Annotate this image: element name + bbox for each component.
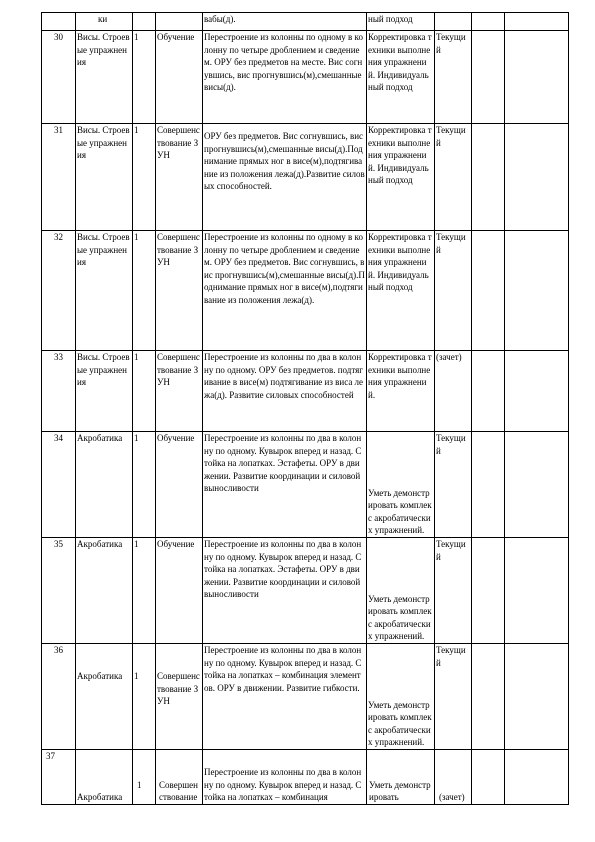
lesson-content: Перестроение из колонны по одному в колонну по четыре дроблением и сведением. ОРУ без предметов. Вис согнувшись, вис прогнувшись(м),смешанные висы(д).Поднимание прямых ног в висе(м),подтягивание из положения лежа(д). bbox=[203, 231, 367, 351]
table-row bbox=[42, 432, 569, 538]
lesson-number: 33 bbox=[42, 351, 76, 432]
empty-cell bbox=[505, 432, 569, 538]
empty-cell bbox=[472, 538, 505, 644]
lesson-topic bbox=[76, 644, 133, 750]
lesson-control-text: (зачет) bbox=[439, 792, 465, 803]
lesson-content: Перестроение из колонны по два в колонну по одному. Кувырок вперед и назад. Стойка на лопатках – комбинация элементов. ОРУ в движении. Развитие гибкости. bbox=[203, 644, 367, 750]
lesson-hours: 1 bbox=[133, 432, 156, 538]
lesson-requirements bbox=[367, 432, 435, 538]
empty-cell bbox=[505, 351, 569, 432]
empty-cell bbox=[472, 644, 505, 750]
lesson-plan-table bbox=[41, 12, 569, 805]
lesson-control: Текущий bbox=[435, 644, 472, 750]
empty-cell bbox=[505, 13, 569, 31]
lesson-type: Совершенствование ЗУН bbox=[156, 231, 203, 351]
lesson-number: 35 bbox=[42, 538, 76, 644]
empty-cell bbox=[505, 31, 569, 124]
lesson-content: Перестроение из колонны по два в колонну по одному. Кувырок вперед и назад. Стойка на лопатках. Эстафеты. ОРУ в движении. Развитие координации и силовой выносливости bbox=[203, 432, 367, 538]
lesson-topic: Акробатика bbox=[76, 432, 133, 538]
lesson-topic-text: Акробатика bbox=[77, 671, 123, 681]
empty-cell bbox=[472, 13, 505, 31]
lesson-type-text: Совершенствование ЗУН bbox=[157, 671, 200, 707]
empty-cell bbox=[505, 124, 569, 231]
table-row bbox=[42, 644, 569, 750]
lesson-content: Перестроение из колонны по два в колонну по одному. ОРУ без предметов. подтягивание в висе(м) подтягивание из виса лежа(д). Развитие силовых способностей bbox=[203, 351, 367, 432]
lesson-control: Текущий bbox=[435, 538, 472, 644]
empty-cell bbox=[505, 750, 569, 805]
lesson-requirements-text: Уметь демонстрировать комплекс акробатических упражнений. bbox=[368, 699, 432, 748]
lesson-type: Совершенствование ЗУН bbox=[156, 124, 203, 231]
lesson-type-text: Совершенствование bbox=[159, 779, 198, 803]
lesson-requirements bbox=[367, 750, 435, 805]
table-row bbox=[42, 13, 569, 31]
lesson-type: Обучение bbox=[156, 432, 203, 538]
lesson-hours bbox=[133, 750, 156, 805]
lesson-requirements: Корректировка техники выполнения упражнений. bbox=[367, 351, 435, 432]
lesson-number: 32 bbox=[42, 231, 76, 351]
lesson-topic: Акробатика bbox=[76, 538, 133, 644]
table-row bbox=[42, 124, 569, 231]
lesson-requirements: Корректировка техники выполнения упражнений. Индивидуальный подход bbox=[367, 124, 435, 231]
lesson-requirements: Корректировка техники выполнения упражнений. Индивидуальный подход bbox=[367, 31, 435, 124]
lesson-control bbox=[435, 750, 472, 805]
lesson-requirements-text: Уметь демонстрировать комплекс акробатических упражнений. bbox=[368, 593, 432, 642]
lesson-content: вабы(д). bbox=[203, 13, 367, 31]
lesson-topic: Висы. Строевые упражнения bbox=[76, 31, 133, 124]
empty-cell bbox=[472, 750, 505, 805]
empty-cell bbox=[472, 351, 505, 432]
lesson-content: Перестроение из колонны по два в колонну по одному. Кувырок вперед и назад. Стойка на лопатках. Эстафеты. ОРУ в движении. Развитие координации и силовой выносливости bbox=[203, 538, 367, 644]
table-row bbox=[42, 750, 569, 805]
lesson-topic: ки bbox=[76, 13, 133, 31]
table-row bbox=[42, 31, 569, 124]
lesson-topic: Висы. Строевые упражнения bbox=[76, 124, 133, 231]
lesson-requirements: Корректировка техники выполнения упражнений. Индивидуальный подход bbox=[367, 231, 435, 351]
lesson-number: 31 bbox=[42, 124, 76, 231]
lesson-control bbox=[435, 13, 472, 31]
lesson-number: 34 bbox=[42, 432, 76, 538]
lesson-control: Текущий bbox=[435, 31, 472, 124]
lesson-control: Текущий bbox=[435, 124, 472, 231]
lesson-hours: 1 bbox=[133, 31, 156, 124]
lesson-content: Перестроение из колонны по одному в колонну по четыре дроблением и сведением. ОРУ без предметов на месте. Вис согнувшись, вис прогнувшись(м),смешанные висы(д). bbox=[203, 31, 367, 124]
lesson-requirements bbox=[367, 538, 435, 644]
table-row bbox=[42, 231, 569, 351]
empty-cell bbox=[472, 432, 505, 538]
empty-cell bbox=[505, 538, 569, 644]
lesson-hours-text: 1 bbox=[137, 780, 142, 791]
lesson-requirements-text: Уметь демонстрировать bbox=[369, 779, 431, 803]
lesson-content: Перестроение из колонны по два в колонну по одному. Кувырок вперед и назад. Стойка на лопатках – комбинация bbox=[203, 750, 367, 805]
lesson-content-text: ОРУ без предметов. Вис согнувшись, вис прогнувшись(м),смешанные висы(д).Поднимание прямых ног в висе(м),подтягивание из положения лежа(д).Развитие силовых способностей. bbox=[204, 131, 365, 192]
lesson-type: Совершенствование ЗУН bbox=[156, 351, 203, 432]
lesson-control: (зачет) bbox=[435, 351, 472, 432]
empty-cell bbox=[472, 124, 505, 231]
lesson-hours bbox=[133, 13, 156, 31]
lesson-requirements bbox=[367, 644, 435, 750]
lesson-control: Текущий bbox=[435, 231, 472, 351]
lesson-topic: Висы. Строевые упражнения bbox=[76, 231, 133, 351]
lesson-number bbox=[42, 13, 76, 31]
lesson-type bbox=[156, 750, 203, 805]
lesson-topic: Висы. Строевые упражнения bbox=[76, 351, 133, 432]
empty-cell bbox=[472, 231, 505, 351]
lesson-control: Текущий bbox=[435, 432, 472, 538]
lesson-hours-text: 1 bbox=[134, 671, 139, 681]
lesson-type: Обучение bbox=[156, 538, 203, 644]
lesson-number: 37 bbox=[42, 750, 76, 805]
lesson-hours: 1 bbox=[133, 124, 156, 231]
empty-cell bbox=[505, 231, 569, 351]
lesson-number: 36 bbox=[42, 644, 76, 750]
empty-cell bbox=[505, 644, 569, 750]
lesson-requirements: ный подход bbox=[367, 13, 435, 31]
lesson-hours: 1 bbox=[133, 351, 156, 432]
lesson-content bbox=[203, 124, 367, 231]
lesson-type: Обучение bbox=[156, 31, 203, 124]
lesson-requirements-text: Уметь демонстрировать комплекс акробатических упражнений. bbox=[368, 487, 432, 536]
lesson-type bbox=[156, 13, 203, 31]
empty-cell bbox=[472, 31, 505, 124]
table-row bbox=[42, 351, 569, 432]
lesson-hours bbox=[133, 644, 156, 750]
table-row bbox=[42, 538, 569, 644]
lesson-topic-text: Акробатика bbox=[77, 792, 123, 803]
lesson-type bbox=[156, 644, 203, 750]
lesson-hours: 1 bbox=[133, 538, 156, 644]
lesson-number: 30 bbox=[42, 31, 76, 124]
lesson-hours: 1 bbox=[133, 231, 156, 351]
lesson-topic bbox=[76, 750, 133, 805]
